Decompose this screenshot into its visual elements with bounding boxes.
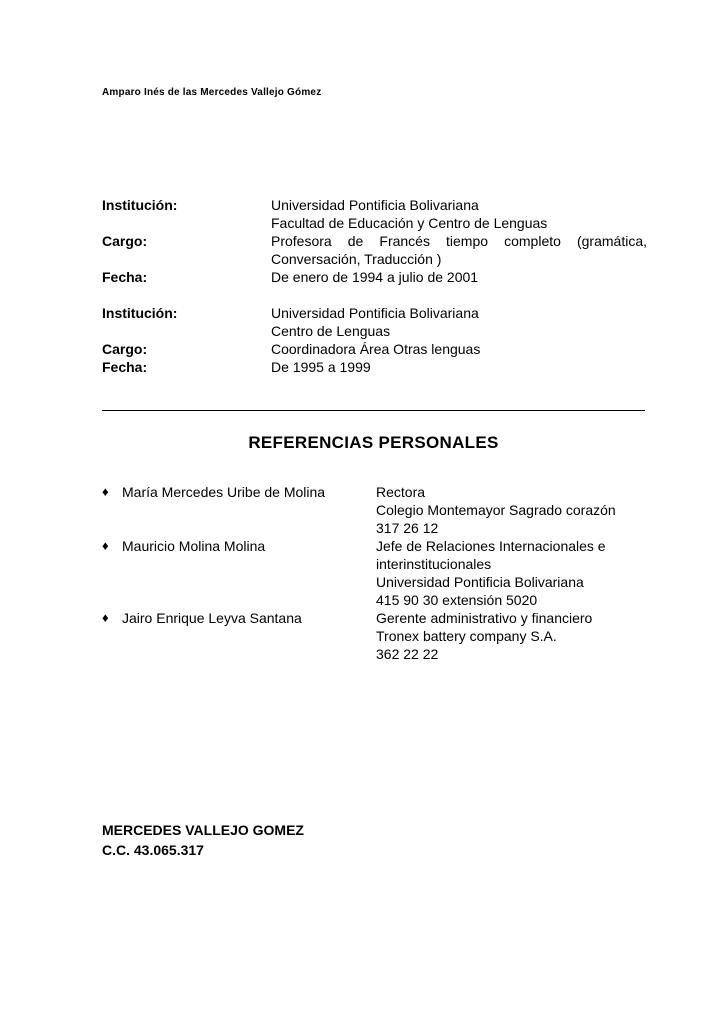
reference-details [376,537,647,609]
institution-label: Institución: [102,197,178,213]
reference-phone: 415 90 30 extensión 5020 [376,592,538,608]
reference-details [376,483,647,537]
reference-position: Rectora [376,484,426,500]
reference-phone: 317 26 12 [376,520,439,536]
fecha-label: Fecha: [102,269,148,285]
reference-item [102,483,647,537]
reference-name: Jairo Enrique Leyva Santana [122,610,302,626]
reference-position: Gerente administrativo y financiero [376,610,593,626]
document-author-name: Amparo Inés de las Mercedes Vallejo Gómez [102,87,322,98]
reference-name: María Mercedes Uribe de Molina [122,484,326,500]
experience-section [102,196,647,376]
cargo-value-continuation: Conversación, Traducción ) [271,251,442,267]
fecha-value: De enero de 1994 a julio de 2001 [271,269,479,285]
diamond-bullet-icon: ♦ [102,484,109,499]
institution-row [102,304,647,322]
institution-value: Universidad Pontificia Bolivariana [271,305,479,321]
cargo-label: Cargo: [102,341,148,357]
reference-item [102,537,647,609]
reference-item [102,609,647,663]
institution-detail: Facultad de Educación y Centro de Lenguas [271,215,548,231]
cargo-row [102,340,647,358]
institution-detail-row [102,214,647,232]
signature-id-number: C.C. 43.065.317 [102,842,204,858]
cargo-row [102,232,647,250]
cargo-value: Profesora de Francés tiempo completo (gramática, [271,233,647,249]
signature-name: MERCEDES VALLEJO GOMEZ [102,822,304,838]
institution-value: Universidad Pontificia Bolivariana [271,197,479,213]
diamond-bullet-icon: ♦ [102,538,109,553]
signature-block [102,820,304,860]
cargo-value: Coordinadora Área Otras lenguas [271,341,481,357]
institution-detail-row [102,322,647,340]
experience-entry [102,196,647,286]
reference-position: Jefe de Relaciones Internacionales e [376,538,606,554]
institution-detail: Centro de Lenguas [271,323,391,339]
cargo-label: Cargo: [102,233,148,249]
reference-position-continuation: interinstitucionales [376,556,492,572]
references-heading: REFERENCIAS PERSONALES [248,433,499,452]
institution-row [102,196,647,214]
cargo-continuation-row [102,250,647,268]
references-list [102,483,647,663]
reference-phone: 362 22 22 [376,646,439,662]
fecha-row [102,268,647,286]
institution-label: Institución: [102,305,178,321]
section-divider [102,410,645,411]
diamond-bullet-icon: ♦ [102,610,109,625]
reference-organization: Colegio Montemayor Sagrado corazón [376,502,616,518]
experience-entry [102,304,647,376]
reference-name: Mauricio Molina Molina [122,538,266,554]
fecha-value: De 1995 a 1999 [271,359,371,375]
reference-organization: Tronex battery company S.A. [376,628,557,644]
reference-organization: Universidad Pontificia Bolivariana [376,574,584,590]
fecha-row [102,358,647,376]
fecha-label: Fecha: [102,359,148,375]
reference-details [376,609,647,663]
